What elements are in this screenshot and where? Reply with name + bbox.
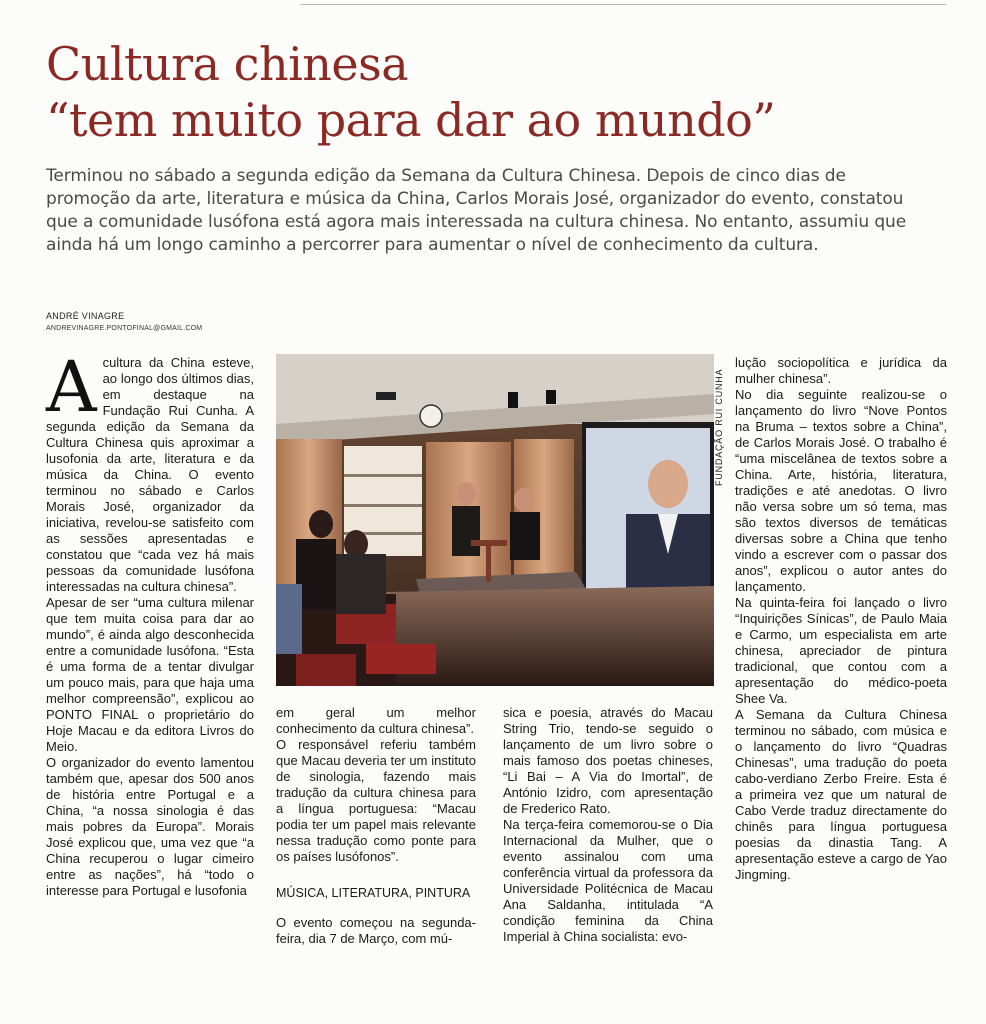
column-3: [503, 705, 713, 945]
column-4-paragraph-3: Na quinta-feira foi lançado o livro “Inquirições Sínicas”, de Paulo Maia e Carmo, um especialista em arte chinesa, apreciador de pintura tradicional, que contou com a apresentação do médico-poeta Shee Va.: [735, 595, 947, 706]
column-1: [46, 346, 254, 899]
column-3-paragraph-1: sica e poesia, através do Macau String Trio, tendo-se seguido o lançamento de um livro sobre o mais famoso dos poetas chineses, “Li Bai – A Via do Imortal”, de António Izidro, com apresentação de Frederico Rato.: [503, 705, 713, 816]
section-heading: MÚSICA, LITERATURA, PINTURA: [276, 886, 471, 900]
column-4: [735, 355, 947, 883]
lead-paragraph: Terminou no sábado a segunda edição da Semana da Cultura Chinesa. Depois de cinco dias de promoção da arte, literatura e música da China, Carlos Morais José, organizador do evento, constatou que a comunidade lusófona está agora mais interessada na cultura chinesa. No entanto, assumiu que ainda há um longo caminho a percorrer para aumentar o nível de conhecimento da cultura.: [46, 166, 907, 255]
column-3-paragraph-2: Na terça-feira comemorou-se o Dia Internacional da Mulher, que o evento assinalou com uma conferência virtual da professora da Universidade Politécnica de Macau Ana Saldanha, intitulada “A condição feminina da China Imperial à China socialista: evo-: [503, 817, 713, 944]
headline-line-1: Cultura chinesa: [46, 37, 409, 91]
author-name: ANDRÉ VINAGRE: [46, 311, 125, 321]
headline: [46, 36, 946, 148]
column-2-paragraph-1: em geral um melhor conhecimento da cultura chinesa”.: [276, 705, 476, 736]
column-2-paragraph-3: O evento começou na segunda-feira, dia 7 de Março, com mú-: [276, 915, 476, 946]
column-2-paragraph-2: O responsável referiu também que Macau deveria ter um instituto de sinologia, fazendo mais tradução da cultura chinesa para a língua portuguesa: “Macau podia ter um papel mais relevante nessa tradução como ponte para os países lusófonos”.: [276, 737, 476, 864]
column-4-paragraph-4: A Semana da Cultura Chinesa terminou no sábado, com música e o lançamento do livro “Quadras Chinesas”, uma tradução do poeta cabo-verdiano Zerbo Freire. Esta é a primeira vez que um natural de Cabo Verde traduz directamente do chinês para língua portuguesa poesias da dinastia Tang. A apresentação esteve a cargo de Yao Jingming.: [735, 707, 947, 882]
column-1-paragraph-3: O organizador do evento lamentou também que, apesar dos 500 anos de história entre Portugal e a China, “a nossa sinologia é das mais pobres da Europa”. Morais José explicou que, uma vez que “a China recuperou o lugar cimeiro entre as nações”, há “todo o interesse para Portugal e lusofonia: [46, 755, 254, 898]
event-photo-illustration: [276, 354, 714, 686]
drop-cap: A: [46, 346, 97, 428]
column-2: [276, 705, 476, 947]
photo-credit: FUNDAÇÃO RUI CUNHA: [714, 368, 724, 486]
column-4-paragraph-1: lução sociopolítica e jurídica da mulher chinesa”.: [735, 355, 947, 386]
event-photo: [276, 354, 714, 686]
top-rule: [300, 4, 946, 5]
column-1-paragraph-1: Acultura da China esteve, ao longo dos últimos dias, em destaque na Fundação Rui Cunha. A segunda edição da Semana da Cultura Chinesa quis aproximar a lusofonia da arte, literatura e da música da China. O evento terminou no sábado e Carlos Morais José, organizador da iniciativa, revelou-se satisfeito com as sessões apresentadas e constatou que “cada vez há mais pessoas da comunidade lusófona interessadas na cultura chinesa”.: [46, 346, 254, 594]
column-1-paragraph-2: Apesar de ser “uma cultura milenar que tem muita coisa para dar ao mundo”, é ainda algo desconhecida entre a comunidade lusófona. “Esta é uma forma de a tentar divulgar um pouco mais, para que haja uma melhor compreensão”, explicou ao PONTO FINAL o proprietário do Hoje Macau e da editora Livros do Meio.: [46, 595, 254, 754]
headline-line-2: “tem muito para dar ao mundo”: [46, 93, 776, 147]
author-email: ANDREVINAGRE.PONTOFINAL@GMAIL.COM: [46, 325, 203, 332]
column-4-paragraph-2: No dia seguinte realizou-se o lançamento do livro “Nove Pontos na Bruma – textos sobre a China”, de Carlos Morais José. O trabalho é “uma miscelânea de textos sobre a China. Arte, história, literatura, tradições e até anedotas. O livro não versa sobre um só tema, mas são textos diversos de temáticas diversas sobre a China que tenho vindo a escrever com o passar dos anos”, explicou o autor antes do lançamento.: [735, 387, 947, 594]
